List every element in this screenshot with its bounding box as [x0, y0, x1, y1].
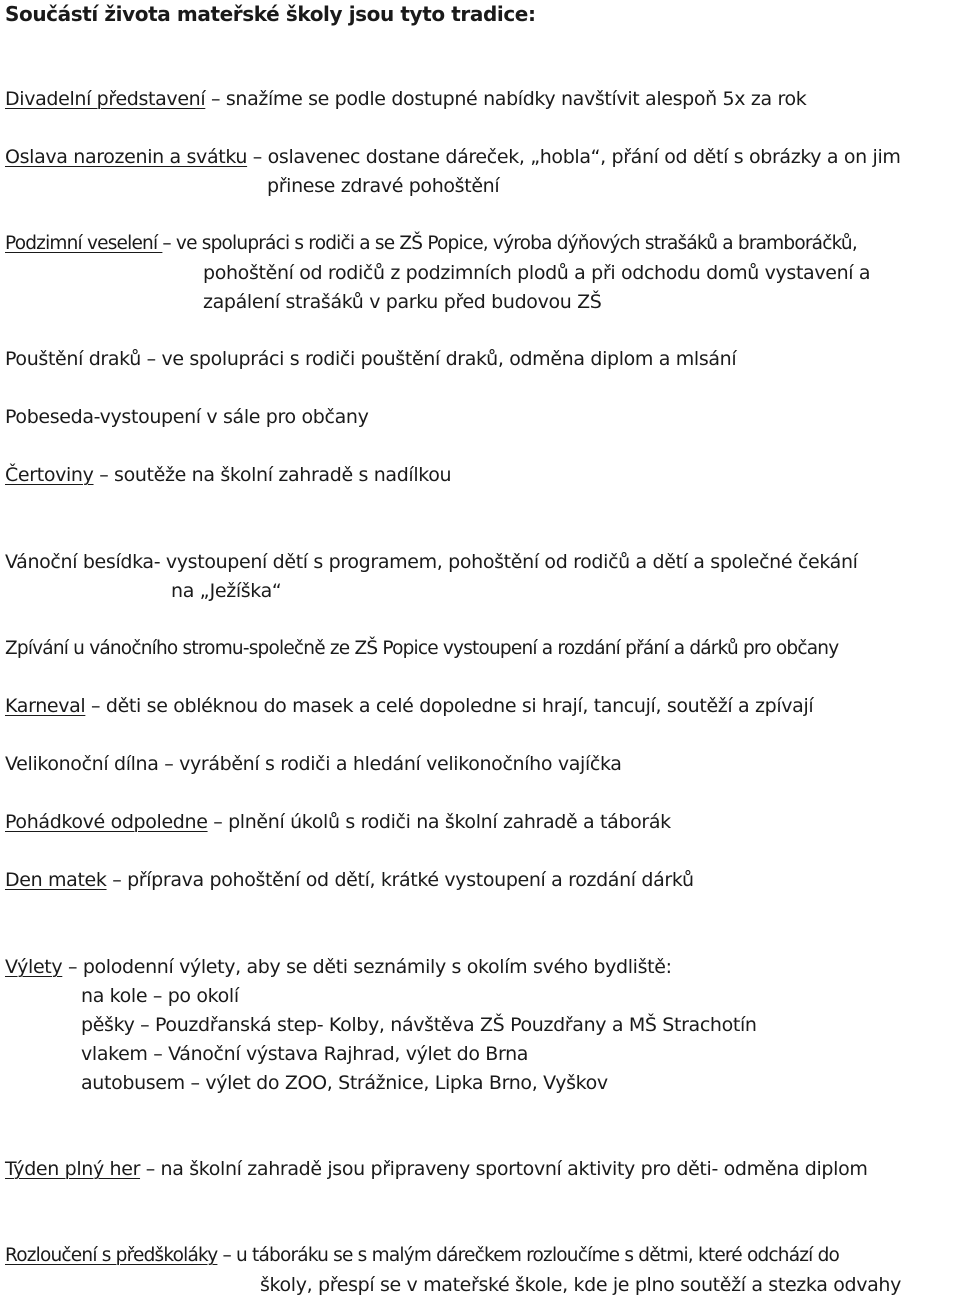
tradition-pohadkove-odpoledne [5, 810, 671, 834]
tradition-term: Rozloučení s předškoláky [5, 1245, 218, 1266]
tradition-vanocni-besidka: Vánoční besídka- vystoupení dětí s programem, pohoštění od rodičů a dětí a společné čekání [5, 551, 858, 573]
trip-item: pěšky – Pouzdřanská step- Kolby, návštěva ZŠ Pouzdřany a MŠ Strachotín [81, 1014, 757, 1036]
tradition-term: Týden plný her [5, 1158, 141, 1180]
tradition-pobeseda: Pobeseda-vystoupení v sále pro občany [5, 406, 369, 428]
tradition-desc: – na školní zahradě jsou připraveny sportovní aktivity pro děti- odměna diplom [140, 1158, 868, 1180]
tradition-term: Pohádkové odpoledne [5, 811, 208, 833]
page-title: Součástí života mateřské školy jsou tyto tradice: [5, 2, 536, 26]
tradition-divadelni [5, 87, 806, 111]
tradition-vanocni-strom: Zpívání u vánočního stromu-společně ze ZŠ Popice vystoupení a rozdání přání a dárků pro občany [5, 638, 839, 659]
tradition-narozeniny [5, 145, 901, 169]
tradition-vylety [5, 955, 672, 979]
tradition-tyden-plny-her [5, 1157, 868, 1181]
tradition-desc: – příprava pohoštění od dětí, krátké vystoupení a rozdání dárků [106, 869, 694, 891]
trip-item: vlakem – Vánoční výstava Rajhrad, výlet do Brna [81, 1043, 529, 1065]
tradition-term: Čertoviny [5, 464, 94, 486]
tradition-term: Divadelní představení [5, 88, 206, 110]
tradition-podzimni [5, 232, 857, 256]
tradition-desc: – soutěže na školní zahradě s nadílkou [93, 464, 452, 486]
tradition-desc: – oslavenec dostane dáreček, „hobla“, přání od dětí s obrázky a on jim [247, 146, 901, 168]
tradition-desc-continued: školy, přespí se v mateřské škole, kde je plno soutěží a stezka odvahy [260, 1274, 901, 1296]
tradition-desc: – snažíme se podle dostupné nabídky navštívit alespoň 5x za rok [205, 88, 807, 110]
tradition-desc: – polodenní výlety, aby se děti seznámily s okolím svého bydliště: [62, 956, 672, 978]
tradition-desc-continued: pohoštění od rodičů z podzimních plodů a při odchodu domů vystavení a [203, 262, 871, 284]
tradition-desc-continued: na „Ježíška“ [171, 580, 282, 602]
tradition-desc-continued: zapálení strašáků v parku před budovou ZŠ [203, 291, 602, 313]
tradition-rozlouceni [5, 1244, 839, 1268]
trip-item: autobusem – výlet do ZOO, Strážnice, Lipka Brno, Vyškov [81, 1072, 608, 1094]
tradition-desc: – ve spolupráci s rodiči a se ZŠ Popice, výroba dýňových strašáků a bramboráčků, [162, 233, 857, 254]
tradition-term: Karneval [5, 695, 86, 717]
tradition-term: Podzimní veselení [5, 233, 163, 254]
tradition-term: Den matek [5, 869, 107, 891]
tradition-term: Výlety [5, 956, 63, 978]
tradition-karneval [5, 694, 813, 718]
tradition-desc: – u táboráku se s malým dárečkem rozloučíme s dětmi, které odchází do [217, 1245, 840, 1266]
tradition-desc: – plnění úkolů s rodiči na školní zahradě a táborák [207, 811, 671, 833]
tradition-desc-continued: přinese zdravé pohoštění [267, 175, 500, 197]
tradition-draci: Pouštění draků – ve spolupráci s rodiči pouštění draků, odměna diplom a mlsání [5, 348, 737, 370]
tradition-certoviny [5, 463, 451, 487]
trip-item: na kole – po okolí [81, 985, 239, 1007]
tradition-den-matek [5, 868, 694, 892]
tradition-velikonocni-dilna: Velikonoční dílna – vyrábění s rodiči a hledání velikonočního vajíčka [5, 753, 622, 775]
tradition-desc: – děti se obléknou do masek a celé dopoledne si hrají, tancují, soutěží a zpívají [85, 695, 814, 717]
tradition-term: Oslava narozenin a svátku [5, 146, 248, 168]
